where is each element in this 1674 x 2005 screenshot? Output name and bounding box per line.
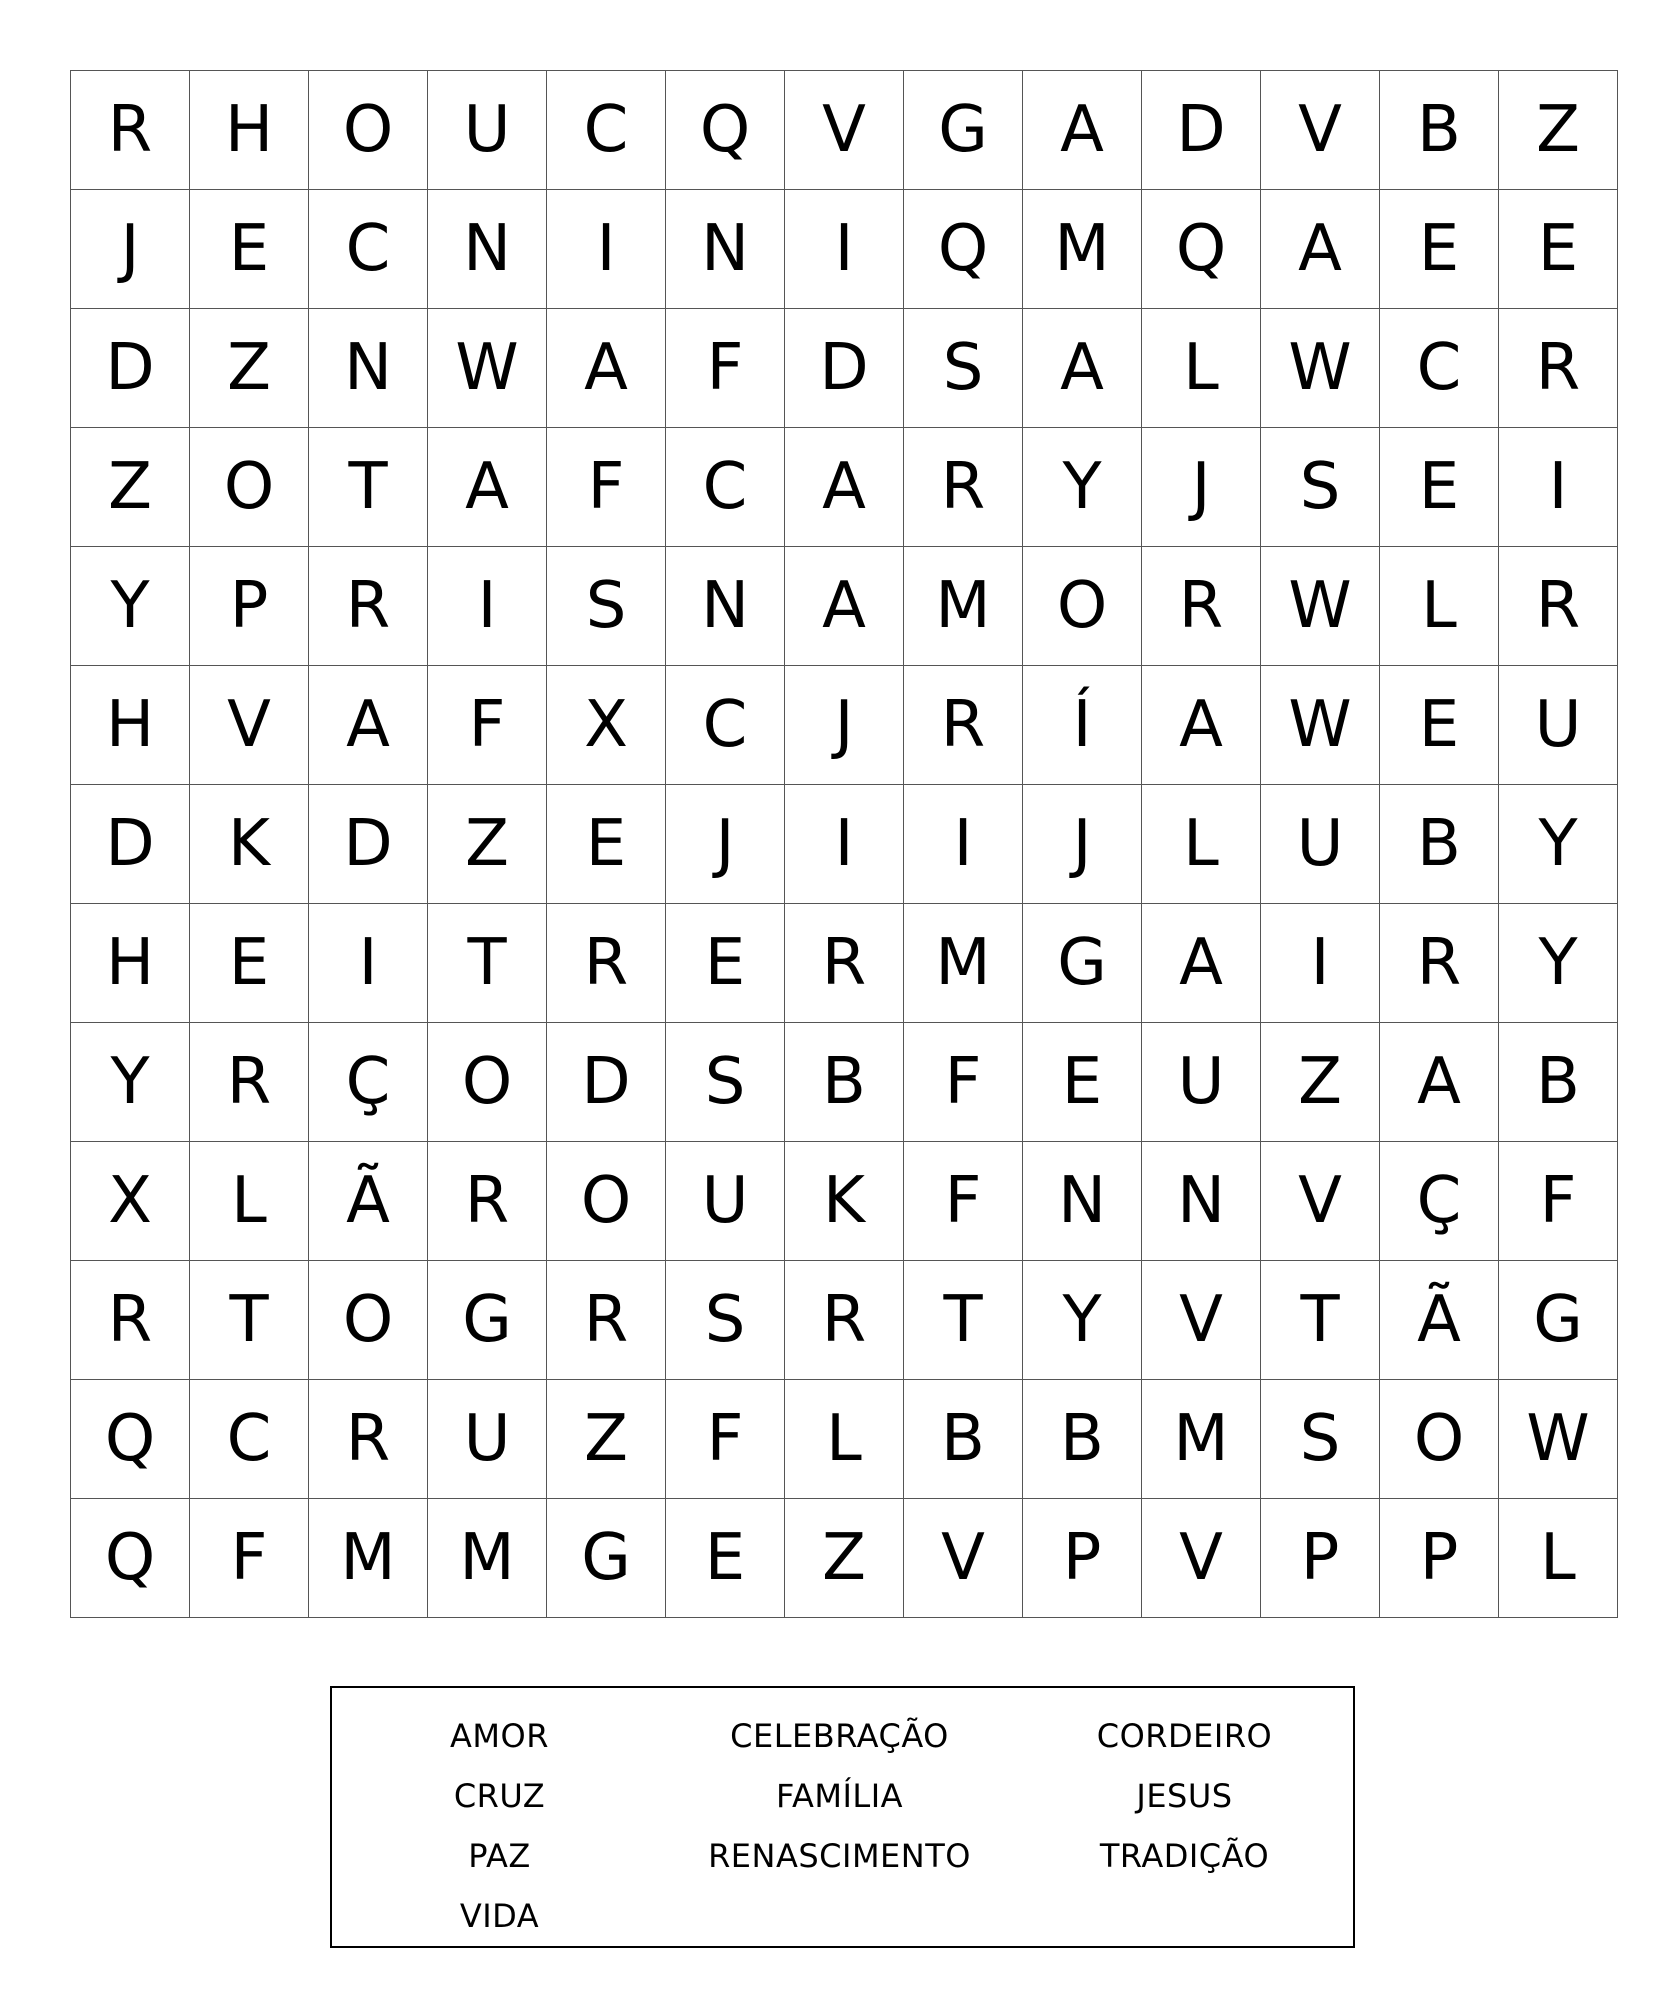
grid-cell[interactable]: B [1499, 1023, 1618, 1142]
grid-cell[interactable]: M [1023, 190, 1142, 309]
grid-cell[interactable]: Y [1499, 785, 1618, 904]
grid-cell[interactable]: V [1261, 1142, 1380, 1261]
grid-cell[interactable]: V [785, 71, 904, 190]
grid-cell[interactable]: O [1380, 1380, 1499, 1499]
grid-cell[interactable]: M [904, 904, 1023, 1023]
grid-cell[interactable]: J [666, 785, 785, 904]
grid-cell[interactable]: Q [904, 190, 1023, 309]
grid-cell[interactable]: L [1142, 309, 1261, 428]
letter-grid [70, 70, 1618, 1618]
grid-cell[interactable]: F [904, 1023, 1023, 1142]
grid-cell[interactable]: G [428, 1261, 547, 1380]
word-list-item: CRUZ [453, 1777, 546, 1815]
grid-cell[interactable]: F [666, 309, 785, 428]
grid-cell[interactable]: S [547, 547, 666, 666]
grid-cell[interactable]: U [428, 71, 547, 190]
grid-cell[interactable]: A [1261, 190, 1380, 309]
grid-cell[interactable]: N [666, 190, 785, 309]
grid-cell[interactable]: C [666, 666, 785, 785]
grid-cell[interactable]: I [309, 904, 428, 1023]
grid-cell[interactable]: R [785, 904, 904, 1023]
grid-cell[interactable]: Z [547, 1380, 666, 1499]
word-list-item: AMOR [450, 1717, 549, 1755]
grid-cell[interactable]: R [904, 428, 1023, 547]
grid-cell[interactable]: Z [1499, 71, 1618, 190]
grid-cell[interactable]: B [1380, 71, 1499, 190]
grid-cell[interactable]: F [904, 1142, 1023, 1261]
grid-cell[interactable]: U [666, 1142, 785, 1261]
grid-cell[interactable]: M [428, 1499, 547, 1618]
grid-cell[interactable]: F [190, 1499, 309, 1618]
grid-cell[interactable]: P [1261, 1499, 1380, 1618]
grid-cell[interactable]: O [309, 1261, 428, 1380]
grid-cell[interactable]: L [1499, 1499, 1618, 1618]
grid-cell[interactable]: Ç [1380, 1142, 1499, 1261]
grid-cell[interactable]: O [190, 428, 309, 547]
word-list-item: TRADIÇÃO [1099, 1837, 1270, 1875]
grid-cell[interactable]: E [1380, 428, 1499, 547]
grid-cell[interactable]: Z [1261, 1023, 1380, 1142]
grid-cell[interactable]: A [1023, 71, 1142, 190]
grid-cell[interactable]: D [71, 785, 190, 904]
grid-cell[interactable]: J [1142, 428, 1261, 547]
grid-cell[interactable]: V [190, 666, 309, 785]
grid-cell[interactable]: R [547, 1261, 666, 1380]
grid-cell[interactable]: T [904, 1261, 1023, 1380]
grid-cell[interactable]: E [190, 904, 309, 1023]
grid-cell[interactable]: V [1142, 1261, 1261, 1380]
grid-cell[interactable]: L [190, 1142, 309, 1261]
grid-cell[interactable]: V [1261, 71, 1380, 190]
grid-cell[interactable]: T [190, 1261, 309, 1380]
grid-cell[interactable]: Q [71, 1499, 190, 1618]
grid-cell[interactable]: Ã [309, 1142, 428, 1261]
grid-cell[interactable]: N [428, 190, 547, 309]
grid-cell[interactable]: M [309, 1499, 428, 1618]
grid-cell[interactable]: Y [71, 1023, 190, 1142]
grid-cell[interactable]: S [1261, 428, 1380, 547]
grid-cell[interactable]: O [547, 1142, 666, 1261]
grid-cell[interactable]: V [904, 1499, 1023, 1618]
grid-cell[interactable]: M [904, 547, 1023, 666]
grid-cell[interactable]: W [1261, 309, 1380, 428]
grid-cell[interactable]: S [666, 1261, 785, 1380]
grid-cell[interactable]: T [309, 428, 428, 547]
grid-cell[interactable]: R [190, 1023, 309, 1142]
grid-cell[interactable]: D [71, 309, 190, 428]
grid-cell[interactable]: I [1261, 904, 1380, 1023]
grid-cell[interactable]: A [309, 666, 428, 785]
grid-cell[interactable]: L [1142, 785, 1261, 904]
grid-cell[interactable]: I [428, 547, 547, 666]
grid-cell[interactable]: I [785, 785, 904, 904]
grid-cell[interactable]: R [904, 666, 1023, 785]
word-list-item: VIDA [459, 1897, 540, 1935]
grid-cell[interactable]: S [666, 1023, 785, 1142]
grid-cell[interactable]: C [309, 190, 428, 309]
grid-cell[interactable]: E [666, 904, 785, 1023]
grid-cell[interactable]: T [1261, 1261, 1380, 1380]
grid-cell[interactable]: S [904, 309, 1023, 428]
grid-cell[interactable]: F [547, 428, 666, 547]
grid-cell[interactable]: H [190, 71, 309, 190]
grid-cell[interactable]: F [428, 666, 547, 785]
grid-cell[interactable]: R [71, 1261, 190, 1380]
grid-cell[interactable]: C [547, 71, 666, 190]
grid-cell[interactable]: L [785, 1380, 904, 1499]
grid-cell[interactable]: R [1499, 309, 1618, 428]
grid-cell[interactable]: J [71, 190, 190, 309]
grid-cell[interactable]: B [785, 1023, 904, 1142]
grid-cell[interactable]: I [904, 785, 1023, 904]
grid-cell[interactable]: W [1261, 547, 1380, 666]
grid-cell[interactable]: R [1142, 547, 1261, 666]
grid-cell[interactable]: N [309, 309, 428, 428]
grid-cell[interactable]: D [1142, 71, 1261, 190]
word-list-column-2 [667, 1706, 1012, 1886]
grid-cell[interactable]: W [1499, 1380, 1618, 1499]
grid-cell[interactable]: E [666, 1499, 785, 1618]
grid-cell[interactable]: C [666, 428, 785, 547]
grid-cell[interactable]: Z [71, 428, 190, 547]
grid-cell[interactable]: L [1380, 547, 1499, 666]
word-list-item: JESUS [1136, 1777, 1233, 1815]
grid-cell[interactable]: P [1380, 1499, 1499, 1618]
grid-cell[interactable]: M [1142, 1380, 1261, 1499]
grid-cell[interactable]: O [1023, 547, 1142, 666]
grid-cell[interactable]: X [71, 1142, 190, 1261]
grid-cell[interactable]: U [428, 1380, 547, 1499]
grid-cell[interactable]: G [1499, 1261, 1618, 1380]
grid-cell[interactable]: Í [1023, 666, 1142, 785]
grid-cell[interactable]: N [666, 547, 785, 666]
word-list-item: CELEBRAÇÃO [730, 1717, 949, 1755]
grid-cell[interactable]: S [1261, 1380, 1380, 1499]
grid-cell[interactable]: O [428, 1023, 547, 1142]
grid-cell[interactable]: D [309, 785, 428, 904]
grid-cell[interactable]: B [1380, 785, 1499, 904]
grid-cell[interactable]: V [1142, 1499, 1261, 1618]
grid-cell[interactable]: E [1380, 666, 1499, 785]
grid-cell[interactable]: K [190, 785, 309, 904]
grid-cell[interactable]: A [1380, 1023, 1499, 1142]
grid-cell[interactable]: E [1499, 190, 1618, 309]
word-list-column-3 [1012, 1706, 1357, 1886]
grid-cell[interactable]: O [309, 71, 428, 190]
grid-cell[interactable]: B [1023, 1380, 1142, 1499]
grid-cell[interactable]: A [428, 428, 547, 547]
word-list-item: CORDEIRO [1096, 1717, 1273, 1755]
grid-cell[interactable]: R [309, 547, 428, 666]
grid-cell[interactable]: Y [1023, 1261, 1142, 1380]
grid-cell[interactable]: A [547, 309, 666, 428]
grid-cell[interactable]: H [71, 666, 190, 785]
grid-cell[interactable]: Y [1499, 904, 1618, 1023]
word-list-item: PAZ [468, 1837, 531, 1875]
grid-cell[interactable]: E [1023, 1023, 1142, 1142]
grid-cell[interactable]: Z [785, 1499, 904, 1618]
word-list [330, 1686, 1355, 1948]
grid-cell[interactable]: U [1261, 785, 1380, 904]
grid-cell[interactable]: U [1499, 666, 1618, 785]
grid-cell[interactable]: Q [666, 71, 785, 190]
grid-cell[interactable]: A [1142, 904, 1261, 1023]
grid-cell[interactable]: D [547, 1023, 666, 1142]
word-list-item: FAMÍLIA [775, 1777, 904, 1815]
grid-cell[interactable]: I [785, 190, 904, 309]
grid-cell[interactable]: Y [1023, 428, 1142, 547]
grid-cell[interactable]: G [1023, 904, 1142, 1023]
grid-cell[interactable]: E [1380, 190, 1499, 309]
grid-cell[interactable]: J [1023, 785, 1142, 904]
grid-cell[interactable]: F [666, 1380, 785, 1499]
grid-cell[interactable]: Ç [309, 1023, 428, 1142]
grid-cell[interactable]: W [1261, 666, 1380, 785]
grid-cell[interactable]: R [1499, 547, 1618, 666]
grid-cell[interactable]: E [190, 190, 309, 309]
grid-cell[interactable]: Z [190, 309, 309, 428]
grid-cell[interactable]: Q [1142, 190, 1261, 309]
grid-cell[interactable]: Y [71, 547, 190, 666]
grid-cell[interactable]: N [1142, 1142, 1261, 1261]
word-list-column-1 [332, 1706, 667, 1946]
grid-cell[interactable]: A [1023, 309, 1142, 428]
grid-cell[interactable]: P [190, 547, 309, 666]
grid-cell[interactable]: B [904, 1380, 1023, 1499]
grid-cell[interactable]: R [785, 1261, 904, 1380]
grid-cell[interactable]: G [904, 71, 1023, 190]
grid-cell[interactable]: W [428, 309, 547, 428]
word-list-item: RENASCIMENTO [708, 1837, 971, 1875]
grid-cell[interactable]: A [785, 547, 904, 666]
grid-cell[interactable]: C [190, 1380, 309, 1499]
grid-cell[interactable]: P [1023, 1499, 1142, 1618]
grid-cell[interactable]: H [71, 904, 190, 1023]
grid-cell[interactable]: J [785, 666, 904, 785]
grid-cell[interactable]: U [1142, 1023, 1261, 1142]
grid-cell[interactable]: R [547, 904, 666, 1023]
grid-cell[interactable]: Ã [1380, 1261, 1499, 1380]
grid-cell[interactable]: E [547, 785, 666, 904]
grid-cell[interactable]: R [71, 71, 190, 190]
grid-cell[interactable]: I [1499, 428, 1618, 547]
grid-cell[interactable]: G [547, 1499, 666, 1618]
grid-cell[interactable]: A [1142, 666, 1261, 785]
grid-cell[interactable]: R [428, 1142, 547, 1261]
grid-cell[interactable]: K [785, 1142, 904, 1261]
grid-cell[interactable]: T [428, 904, 547, 1023]
grid-cell[interactable]: D [785, 309, 904, 428]
grid-cell[interactable]: F [1499, 1142, 1618, 1261]
grid-cell[interactable]: A [785, 428, 904, 547]
grid-cell[interactable]: R [1380, 904, 1499, 1023]
grid-cell[interactable]: Z [428, 785, 547, 904]
grid-cell[interactable]: X [547, 666, 666, 785]
grid-cell[interactable]: R [309, 1380, 428, 1499]
grid-cell[interactable]: I [547, 190, 666, 309]
grid-cell[interactable]: N [1023, 1142, 1142, 1261]
grid-cell[interactable]: C [1380, 309, 1499, 428]
grid-cell[interactable]: Q [71, 1380, 190, 1499]
